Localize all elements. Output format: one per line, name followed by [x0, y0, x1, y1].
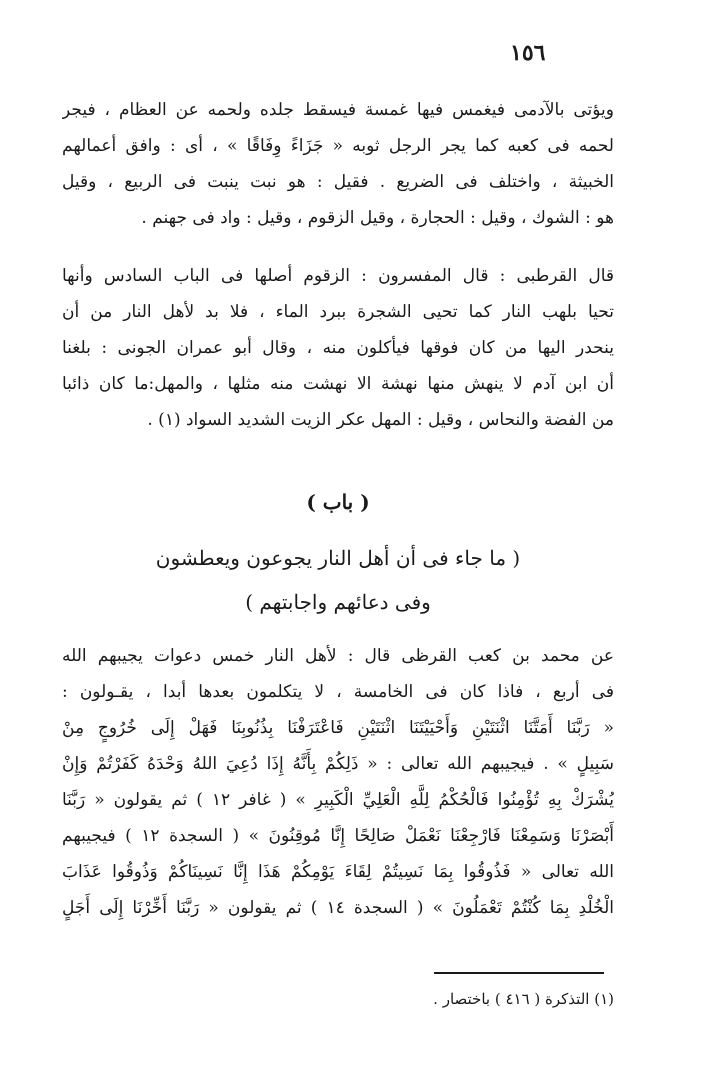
text-line: الْخُلْدِ بِمَا كُنْتُمْ تَعْمَلُونَ » ( السجدة ١٤ ) ثم يقولون « رَبَّنَا أَخِّرْنَا إِلَى أَجَلٍ	[62, 898, 614, 918]
page-number: ١٥٦	[510, 40, 546, 66]
text-line: تحيا بلهب النار كما تحيى الشجرة ببرد الماء ، فلا بد لأهل النار من أن	[62, 302, 614, 322]
text-line: سَبِيلٍ » . فيجيبهم الله تعالى : « ذَلِكُمْ بِأَنَّهُ إِذَا دُعِيَ اللهُ وَحْدَهُ كَفَرْتُمْ وَإِنْ	[62, 754, 614, 774]
text-line: عن محمد بن كعب القرظى قال : لأهل النار خمس دعوات يجيبهم الله	[62, 646, 614, 666]
text-line: يُشْرَكْ بِهِ تُؤْمِنُوا فَالْحُكْمُ لِلَّهِ الْعَلِيِّ الْكَبِيرِ » ( غافر ١٢ ) ثم يقولون « رَبَّنَا	[62, 790, 614, 810]
text-line: من الفضة والنحاس ، وقيل : المهل عكر الزيت الشديد السواد (١) .	[147, 410, 614, 430]
text-line: الله تعالى « فَذُوقُوا بِمَا نَسِيتُمْ لِقَاءَ يَوْمِكُمْ هَذَا إِنَّا نَسِينَاكُمْ وَذُوقُوا عَذَابَ	[62, 862, 614, 882]
footnote-divider	[434, 972, 604, 974]
text-line: أَبْصَرْنَا وَسَمِعْنَا فَارْجِعْنَا نَعْمَلْ صَالِحًا إِنَّا مُوقِنُونَ » ( السجدة ١٢ ) فيجيبهم	[62, 826, 614, 846]
text-line: ويؤتى بالآدمى فيغمس فيها غمسة فيسقط جلده ولحمه عن العظام ، فيجر	[62, 100, 614, 120]
text-line: أن ابن آدم لا ينهش منها نهشة الا نهشت منه مثلها ، والمهل:ما كان ذائبا	[62, 374, 614, 394]
chapter-title-line-1: ( ما جاء فى أن أهل النار يجوعون ويعطشون	[155, 546, 521, 570]
text-line: فى أربع ، فاذا كان فى الخامسة ، لا يتكلمون بعدها أبدا ، يقـولون :	[62, 682, 614, 702]
paragraph-2	[62, 258, 614, 438]
chapter-heading: ( باب )	[306, 490, 370, 514]
text-line: الخبيثة ، واختلف فى الضريع . فقيل : هو نبت ينبت فى الربيع ، وقيل	[62, 172, 614, 192]
text-line: هو : الشوك ، وقيل : الحجارة ، وقيل الزقوم ، وقيل : واد فى جهنم .	[141, 208, 614, 228]
text-line: لحمه فى كعبه كما يجر الرجل ثوبه « جَزَاءً وِفَاقًا » ، أى : وافق أعمالهم	[62, 136, 614, 156]
text-line: ينحدر اليها من كان فوقها فيأكلون منه ، وقال أبو عمران الجونى : بلغنا	[62, 338, 614, 358]
footnote: (١) التذكرة ( ٤١٦ ) باختصار .	[433, 990, 614, 1008]
text-line: قال القرطبى : قال المفسرون : الزقوم أصلها فى الباب السادس وأنها	[62, 266, 614, 286]
paragraph-1	[62, 92, 614, 236]
text-line: « رَبَّنَا أَمَتَّنَا اثْنَتَيْنِ وَأَحْيَيْتَنَا اثْنَتَيْنِ فَاعْتَرَفْنَا بِذُنُوبِنَا فَهَلْ إِلَى خُرُوجٍ مِنْ	[62, 718, 614, 738]
chapter-title-line-2: وفى دعائهم واجابتهم )	[245, 590, 431, 614]
paragraph-3	[62, 638, 614, 926]
